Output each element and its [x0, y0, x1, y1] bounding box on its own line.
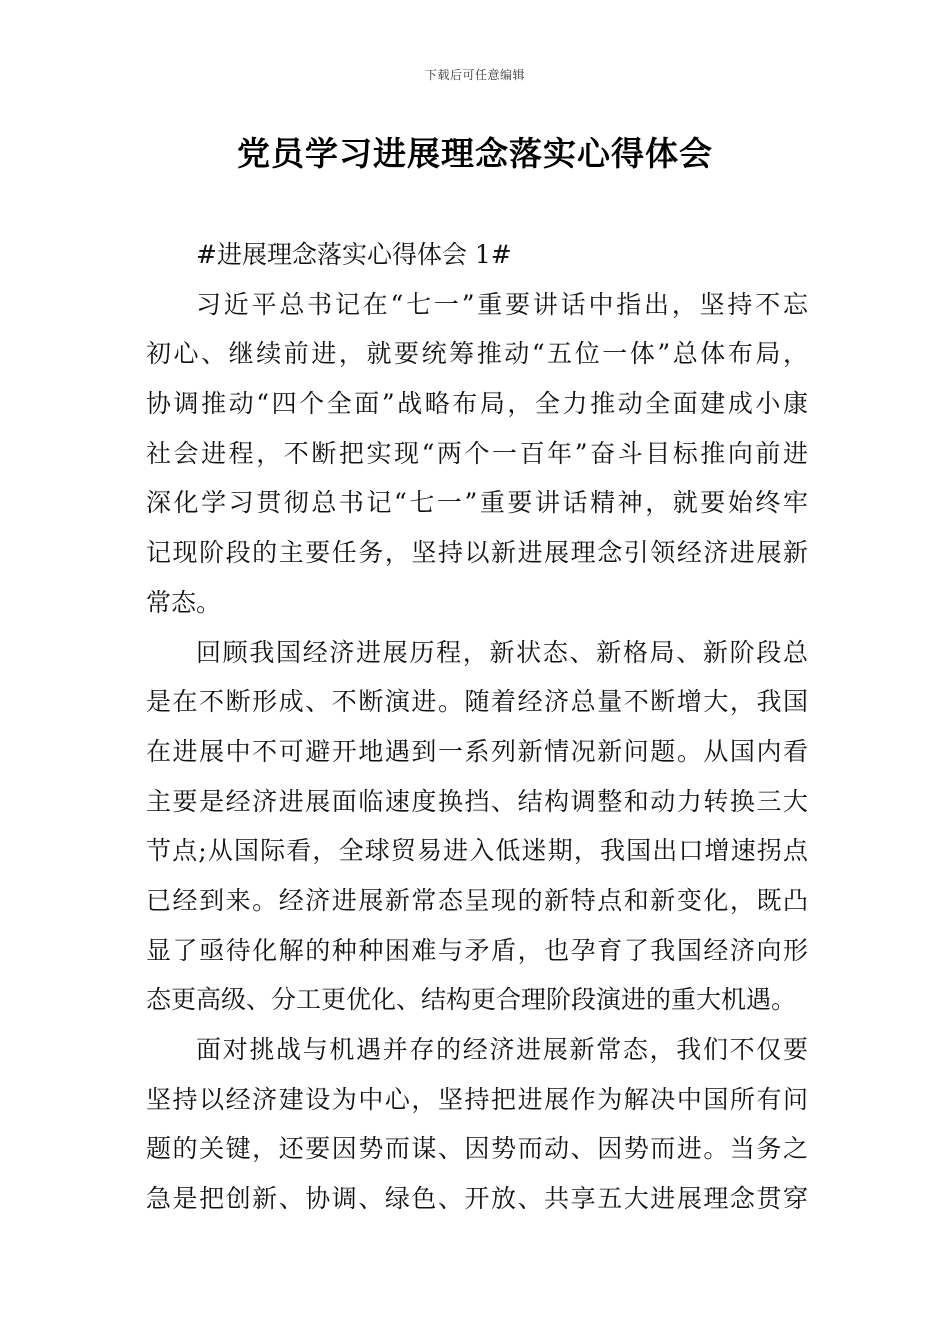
text-line: 深化学习贯彻总书记“七一”重要讲话精神，就要始终牢: [146, 488, 808, 518]
text-line: 是在不断形成、不断演进。随着经济总量不断增大，我国: [146, 687, 808, 717]
text-line: 主要是经济进展面临速度换挡、结构调整和动力转换三大: [146, 786, 808, 816]
text-line: 初心、继续前进，就要统筹推动“五位一体”总体布局，: [146, 339, 808, 369]
text-line: 题的关键，还要因势而谋、因势而动、因势而进。当务之: [146, 1134, 808, 1164]
text-line: 协调推动“四个全面”战略布局，全力推动全面建成小康: [146, 389, 808, 419]
text-line: 节点;从国际看，全球贸易进入低迷期，我国出口增速拐点: [146, 836, 808, 866]
document-title: 党员学习进展理念落实心得体会: [237, 134, 713, 173]
text-line: 显了亟待化解的种种困难与矛盾，也孕育了我国经济向形: [146, 935, 808, 965]
text-line: 已经到来。经济进展新常态呈现的新特点和新变化，既凸: [146, 885, 808, 915]
text-line: 在进展中不可避开地遇到一系列新情况新问题。从国内看: [146, 736, 808, 766]
text-line: 回顾我国经济进展历程，新状态、新格局、新阶段总: [196, 637, 808, 667]
text-line: 常态。: [146, 587, 222, 617]
text-line: 面对挑战与机遇并存的经济进展新常态，我们不仅要: [196, 1035, 808, 1064]
text-line: 急是把创新、协调、绿色、开放、共享五大进展理念贯穿: [146, 1184, 808, 1214]
header-note: 下载后可任意编辑: [424, 68, 525, 82]
document-body: [146, 230, 808, 1224]
text-line: 记现阶段的主要任务，坚持以新进展理念引领经济进展新: [146, 538, 808, 568]
text-line: 坚持以经济建设为中心，坚持把进展作为解决中国所有问: [146, 1084, 808, 1114]
section-heading: #进展理念落实心得体会 1#: [196, 240, 512, 269]
text-line: 习近平总书记在“七一”重要讲话中指出，坚持不忘: [196, 289, 808, 319]
text-line: 社会进程，不断把实现“两个一百年”奋斗目标推向前进: [146, 438, 808, 468]
text-line: 态更高级、分工更优化、结构更合理阶段演进的重大机遇。: [146, 985, 797, 1015]
